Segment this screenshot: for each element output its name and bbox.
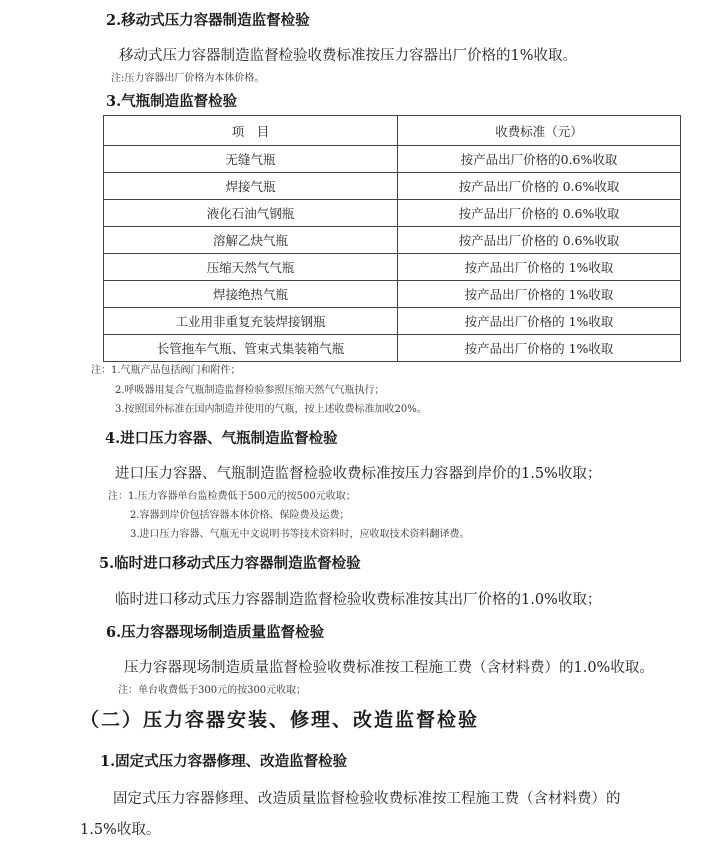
- gas-cylinder-fee-table: [103, 115, 681, 362]
- table-row: [104, 146, 681, 173]
- table-row: [104, 227, 681, 254]
- section-3-heading: 3.气瓶制造监督检验: [106, 93, 238, 110]
- fee-cell: 按产品出厂价格的 1%收取: [398, 335, 681, 362]
- section-4-body: 进口压力容器、气瓶制造监督检验收费标准按压力容器到岸价的1.5%收取；: [115, 466, 602, 482]
- fee-cell: 按产品出厂价格的 0.6%收取: [398, 200, 681, 227]
- item-cell: 焊接绝热气瓶: [104, 281, 398, 308]
- fee-cell: 按产品出厂价格的 1%收取: [398, 308, 681, 335]
- fee-cell: 按产品出厂价格的 1%收取: [398, 281, 681, 308]
- header-item: 项 目: [104, 116, 398, 146]
- section-5-heading: 5.临时进口移动式压力容器制造监督检验: [99, 555, 361, 572]
- section-4-note-2: 2.容器到岸价包括容器本体价格、保险费及运费；: [130, 510, 350, 521]
- section-3-note-3: 3.按照国外标准在国内制造并使用的气瓶，按上述收费标准加收20%。: [115, 404, 427, 415]
- section-2-body: 移动式压力容器制造监督检验收费标准按压力容器出厂价格的1%收取。: [119, 48, 578, 64]
- part-2-title: （二）压力容器安装、修理、改造监督检验: [80, 709, 480, 731]
- table-row: [104, 173, 681, 200]
- table-row: [104, 254, 681, 281]
- item-cell: 溶解乙炔气瓶: [104, 227, 398, 254]
- item-cell: 无缝气瓶: [104, 146, 398, 173]
- section-4-note-1: 注：1.压力容器单台监检费低于500元的按500元收取；: [108, 491, 356, 502]
- section-2-heading: 2.移动式压力容器制造监督检验: [106, 12, 310, 29]
- table-header-row: [104, 116, 681, 146]
- part-2-sub-1-body-line-1: 固定式压力容器修理、改造质量监督检验收费标准按工程施工费（含材料费）的: [113, 791, 621, 807]
- item-cell: 压缩天然气气瓶: [104, 254, 398, 281]
- section-6-body: 压力容器现场制造质量监督检验收费标准按工程施工费（含材料费）的1.0%收取。: [124, 660, 654, 676]
- section-6-note: 注：单台收费低于300元的按300元收取；: [118, 685, 307, 696]
- section-3-note-1: 注：1.气瓶产品包括阀门和附件；: [91, 365, 241, 376]
- fee-cell: 按产品出厂价格的 1%收取: [398, 254, 681, 281]
- part-2-sub-1-body-line-2: 1.5%收取。: [80, 822, 161, 838]
- fee-cell: 按产品出厂价格的 0.6%收取: [398, 227, 681, 254]
- item-cell: 长管拖车气瓶、管束式集装箱气瓶: [104, 335, 398, 362]
- section-5-body: 临时进口移动式压力容器制造监督检验收费标准按其出厂价格的1.0%收取；: [115, 592, 602, 608]
- item-cell: 工业用非重复充装焊接钢瓶: [104, 308, 398, 335]
- section-6-heading: 6.压力容器现场制造质量监督检验: [106, 624, 325, 641]
- table-row: [104, 308, 681, 335]
- section-2-note: 注:压力容器出厂价格为本体价格。: [111, 73, 265, 84]
- section-3-note-2: 2.呼吸器用复合气瓶制造监督检验参照压缩天然气气瓶执行；: [115, 385, 385, 396]
- table-row: [104, 200, 681, 227]
- section-4-note-3: 3.进口压力容器、气瓶无中文说明书等技术资料时，应收取技术资料翻译费。: [130, 529, 470, 540]
- fee-cell: 按产品出厂价格的0.6%收取: [398, 146, 681, 173]
- item-cell: 液化石油气钢瓶: [104, 200, 398, 227]
- table-row: [104, 335, 681, 362]
- section-4-heading: 4.进口压力容器、气瓶制造监督检验: [105, 430, 338, 447]
- part-2-sub-1-heading: 1.固定式压力容器修理、改造监督检验: [100, 753, 348, 770]
- table-row: [104, 281, 681, 308]
- fee-cell: 按产品出厂价格的 0.6%收取: [398, 173, 681, 200]
- header-fee: 收费标准（元）: [398, 116, 681, 146]
- item-cell: 焊接气瓶: [104, 173, 398, 200]
